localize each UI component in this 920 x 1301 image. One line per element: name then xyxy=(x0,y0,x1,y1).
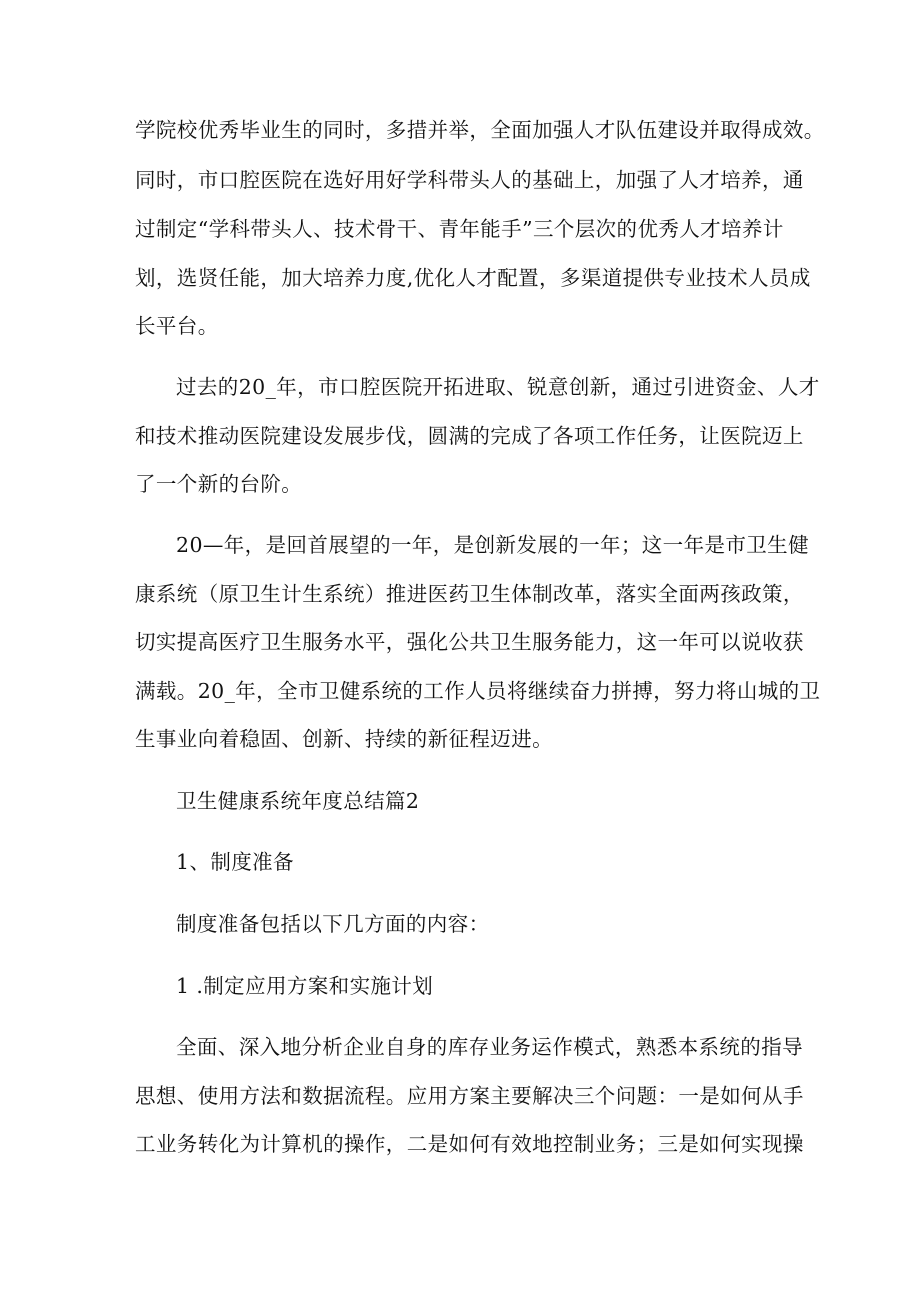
text-line: 生事业向着稳固、创新、持续的新征程迈进。 xyxy=(135,727,553,751)
text-line: 过去的20_年，市口腔医院开拓进取、锐意创新，通过引进资金、人才 xyxy=(176,375,820,399)
text-line: 学院校优秀毕业生的同时，多措并举，全面加强人才队伍建设并取得成效。 xyxy=(135,118,825,142)
section-title: 卫生健康系统年度总结篇2 xyxy=(176,789,420,813)
text-line: 20—年，是回首展望的一年，是创新发展的一年；这一年是市卫生健 xyxy=(176,533,809,557)
text-line: 了一个新的台阶。 xyxy=(135,472,303,496)
text-line: 长平台。 xyxy=(135,314,219,338)
subsection-title: 1、制度准备 xyxy=(176,850,294,874)
text-line: 切实提高医疗卫生服务水平，强化公共卫生服务能力，这一年可以说收获 xyxy=(135,630,804,654)
text-line: 工业务转化为计算机的操作，二是如何有效地控制业务；三是如何实现操 xyxy=(135,1132,804,1156)
item-title: 1 .制定应用方案和实施计划 xyxy=(176,974,434,998)
text-line: 划，选贤任能，加大培养力度,优化人才配置，多渠道提供专业技术人员成 xyxy=(135,266,811,290)
intro-text: 制度准备包括以下几方面的内容： xyxy=(176,912,490,936)
text-line: 康系统（原卫生计生系统）推进医药卫生体制改革，落实全面两孩政策， xyxy=(135,582,804,606)
text-line: 过制定“学科带头人、技术骨干、青年能手”三个层次的优秀人才培养计 xyxy=(135,217,784,241)
text-line: 和技术推动医院建设发展步伐，圆满的完成了各项工作任务，让医院迈上 xyxy=(135,424,804,448)
text-line: 满载。20_年，全市卫健系统的工作人员将继续奋力拼搏，努力将山城的卫 xyxy=(135,679,821,703)
text-line: 同时，市口腔医院在选好用好学科带头人的基础上，加强了人才培养，通 xyxy=(135,168,804,192)
text-line: 全面、深入地分析企业自身的库存业务运作模式，熟悉本系统的指导 xyxy=(176,1035,803,1059)
text-line: 思想、使用方法和数据流程。应用方案主要解决三个问题：一是如何从手 xyxy=(135,1084,804,1108)
